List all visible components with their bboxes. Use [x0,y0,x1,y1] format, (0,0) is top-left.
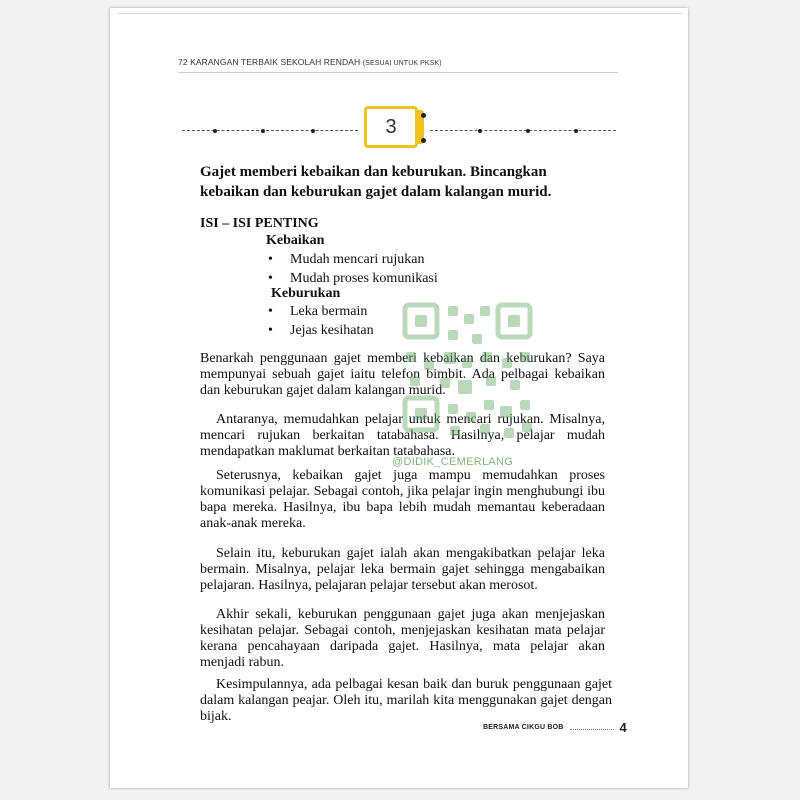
essay-paragraph: Selain itu, keburukan gajet ialah akan mengakibatkan pelajar leka bermain. Misalnya, pelajar leka bermain gajet sehingga mengabaikan pelajaran. Hasilnya, pelajaran pelajar tersebut akan merosot. [200,546,605,593]
divider-right [430,130,616,133]
divider-dot [213,129,217,133]
qr-code-icon [400,300,540,450]
essay-paragraph: Seterusnya, kebaikan gajet juga mampu memudahkan proses komunikasi pelajar. Sebagai contoh, jika pelajar ingin menghubungi ibu bapa mereka. Hasilnya, ibu bapa lebih mudah memantau keberadaan anak-anak mereka. [200,468,605,531]
running-header [178,57,442,67]
badge-knob [421,138,426,143]
footer-brand: BERSAMA CIKGU BOB [483,724,564,731]
divider-left [182,130,358,133]
essay-number: 3 [385,115,397,138]
footer-leader [570,729,614,730]
outline-section-title: Kebaikan [266,233,325,248]
page-number: 4 [619,720,627,735]
outline-section-title: Keburukan [271,286,341,301]
watermark-handle: @DIDIK_CEMERLANG [392,456,514,468]
divider-dot [261,129,265,133]
running-subtitle: (SESUAI UNTUK PKSK) [362,60,442,67]
essay-paragraph: Akhir sekali, keburukan penggunaan gajet juga akan menjejaskan kesihatan pelajar. Sebagai contoh, menjejaskan kesihatan mata pelajar kerana pencahayaan daripada gajet. Hasilnya, mata pelajar akan menjadi rabun. [200,607,605,670]
essay-paragraph: Antaranya, memudahkan pelajar untuk mencari rujukan. Misalnya, mencari rujukan berkaitan tatabahasa. Hasilnya, pelajar mudah mendapatkan maklumat berkaitan tatabahasa. [200,412,605,459]
list-item: • Mudah proses komunikasi [268,269,438,288]
outline-heading: ISI – ISI PENTING [200,216,319,231]
divider-dot [574,129,578,133]
badge-knob [421,113,426,118]
list-item: • Jejas kesihatan [268,321,374,340]
running-title: 72 KARANGAN TERBAIK SEKOLAH RENDAH [178,57,361,67]
essay-paragraph: Benarkah penggunaan gajet memberi kebaikan dan keburukan? Saya mempunyai sebuah gajet iaitu telefon bimbit. Ada pelbagai kebaikan dan keburukan gajet dalam kalangan murid. [200,351,605,398]
outline-list [268,302,374,340]
list-item: • Leka bermain [268,302,374,321]
essay-question: Gajet memberi kebaikan dan keburukan. Bincangkan kebaikan dan keburukan gajet dalam kalangan murid. [200,164,552,200]
divider-dot [311,129,315,133]
divider-dot [526,129,530,133]
essay-paragraph: Kesimpulannya, ada pelbagai kesan baik dan buruk penggunaan gajet dalam kalangan peajar. Oleh itu, marilah kita menggunakan gajet dengan bijak. [200,677,612,724]
divider-dot [478,129,482,133]
header-rule [178,72,618,73]
outline-list [268,250,438,288]
essay-number-badge [364,106,418,148]
list-item: • Mudah mencari rujukan [268,250,438,269]
page-footer [483,720,627,735]
page-frame [118,13,682,24]
